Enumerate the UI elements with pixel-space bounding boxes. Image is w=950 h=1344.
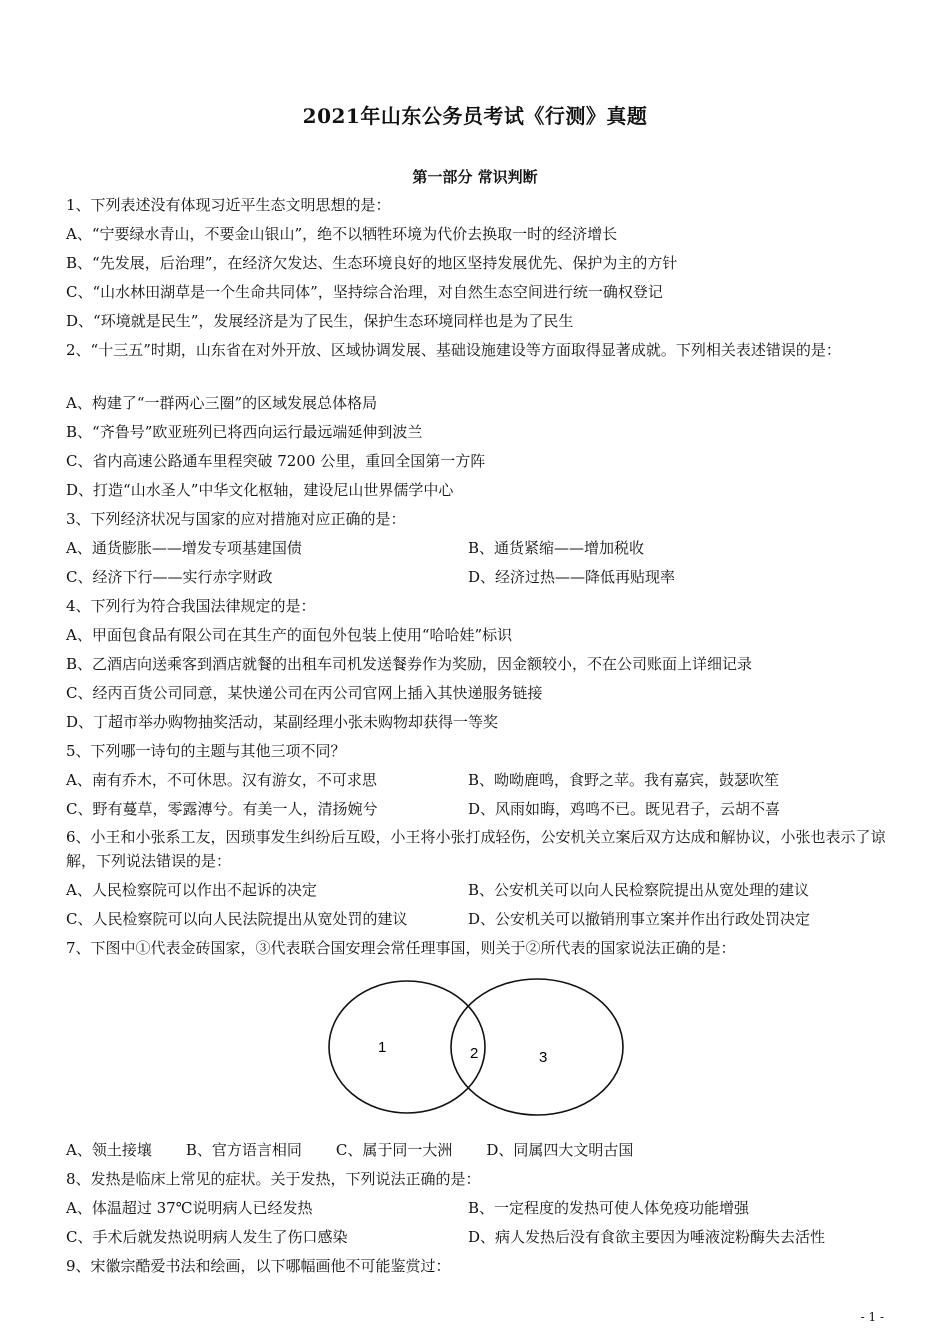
q1-stem: 1、下列表述没有体现习近平生态文明思想的是：	[66, 196, 391, 214]
q7-options	[66, 1139, 667, 1160]
q2-option-a: A、构建了“一群两心三圈”的区域发展总体格局	[66, 394, 378, 412]
q7-option-a: A、领土接壤	[66, 1141, 152, 1159]
page-number: - 1 -	[860, 1310, 884, 1324]
venn-label-1: 1	[378, 1039, 387, 1056]
q7-option-d: D、同属四大文明古国	[486, 1141, 634, 1159]
q4-stem: 4、下列行为符合我国法律规定的是：	[66, 597, 316, 615]
q5-option-a: A、南有乔木，不可休思。汉有游女，不可求思	[66, 771, 377, 789]
q1-option-d: D、“环境就是民生”，发展经济是为了民生，保护生态环境同样也是为了民生	[66, 312, 574, 330]
q2-stem: 2、“十三五”时期，山东省在对外开放、区域协调发展、基础设施建设等方面取得显著成就。下列相关表述错误的是：	[66, 341, 841, 359]
q7-option-c: C、属于同一大洲	[335, 1141, 453, 1159]
q9-stem: 9、宋徽宗酷爱书法和绘画，以下哪幅画他不可能鉴赏过：	[66, 1257, 451, 1275]
q8-option-d: D、病人发热后没有食欲主要因为唾液淀粉酶失去活性	[468, 1228, 826, 1246]
q2-option-d: D、打造“山水圣人”中华文化枢轴，建设尼山世界儒学中心	[66, 481, 454, 499]
venn-label-3: 3	[539, 1049, 548, 1066]
q3-stem: 3、下列经济状况与国家的应对措施对应正确的是：	[66, 510, 406, 528]
q3-option-c: C、经济下行——实行赤字财政	[66, 568, 273, 586]
q1-option-b: B、“先发展，后治理”，在经济欠发达、生态环境良好的地区坚持发展优先、保护为主的方针	[66, 254, 678, 272]
venn-diagram	[320, 975, 630, 1125]
q3-option-d: D、经济过热——降低再贴现率	[468, 568, 676, 586]
q6-option-c: C、人民检察院可以向人民法院提出从宽处罚的建议	[66, 910, 408, 928]
q7-stem: 7、下图中①代表金砖国家，③代表联合国安理会常任理事国，则关于②所代表的国家说法正确的是：	[66, 939, 736, 957]
q5-option-c: C、野有蔓草，零露漙兮。有美一人，清扬婉兮	[66, 800, 378, 818]
q4-option-b: B、乙酒店向送乘客到酒店就餐的出租车司机发送餐券作为奖励，因金额较小，不在公司账面上详细记录	[66, 655, 753, 673]
q8-stem: 8、发热是临床上常见的症状。关于发热，下列说法正确的是：	[66, 1170, 481, 1188]
document-title: 2021年山东公务员考试《行测》真题	[302, 104, 648, 128]
q8-option-c: C、手术后就发热说明病人发生了伤口感染	[66, 1228, 348, 1246]
venn-label-2: 2	[470, 1045, 479, 1062]
venn-circle-1	[329, 981, 485, 1113]
q2-option-c: C、省内高速公路通车里程突破 7200 公里，重回全国第一方阵	[66, 452, 486, 470]
q4-option-d: D、丁超市举办购物抽奖活动，某副经理小张未购物却获得一等奖	[66, 713, 499, 731]
q6-stem: 6、小王和小张系工友，因琐事发生纠纷后互殴，小王将小张打成轻伤，公安机关立案后双方达成和解协议，小张也表示了谅解，下列说法错误的是：	[66, 828, 886, 870]
q6-option-a: A、人民检察院可以作出不起诉的决定	[66, 881, 317, 899]
q5-option-b: B、呦呦鹿鸣，食野之苹。我有嘉宾，鼓瑟吹笙	[468, 771, 780, 789]
q5-option-d: D、风雨如晦，鸡鸣不已。既见君子，云胡不喜	[468, 800, 781, 818]
q3-option-b: B、通货紧缩——增加税收	[468, 539, 645, 557]
q7-option-b: B、官方语言相同	[185, 1141, 302, 1159]
q1-option-c: C、“山水林田湖草是一个生命共同体”，坚持综合治理，对自然生态空间进行统一确权登记	[66, 283, 663, 301]
q3-option-a: A、通货膨胀——增发专项基建国债	[66, 539, 302, 557]
q6-option-d: D、公安机关可以撤销刑事立案并作出行政处罚决定	[468, 910, 811, 928]
q5-stem: 5、下列哪一诗句的主题与其他三项不同？	[66, 742, 346, 760]
q1-option-a: A、“宁要绿水青山，不要金山银山”，绝不以牺牲环境为代价去换取一时的经济增长	[66, 225, 618, 243]
q6-option-b: B、公安机关可以向人民检察院提出从宽处理的建议	[468, 881, 810, 899]
q8-option-b: B、一定程度的发热可使人体免疫功能增强	[468, 1199, 750, 1217]
q4-option-a: A、甲面包食品有限公司在其生产的面包外包装上使用“哈哈娃”标识	[66, 626, 513, 644]
q4-option-c: C、经丙百货公司同意，某快递公司在丙公司官网上插入其快递服务链接	[66, 684, 543, 702]
q8-option-a: A、体温超过 37℃说明病人已经发热	[66, 1199, 313, 1217]
q2-option-b: B、“齐鲁号”欧亚班列已将西向运行最远端延伸到波兰	[66, 423, 423, 441]
section-heading: 第一部分 常识判断	[412, 168, 538, 186]
